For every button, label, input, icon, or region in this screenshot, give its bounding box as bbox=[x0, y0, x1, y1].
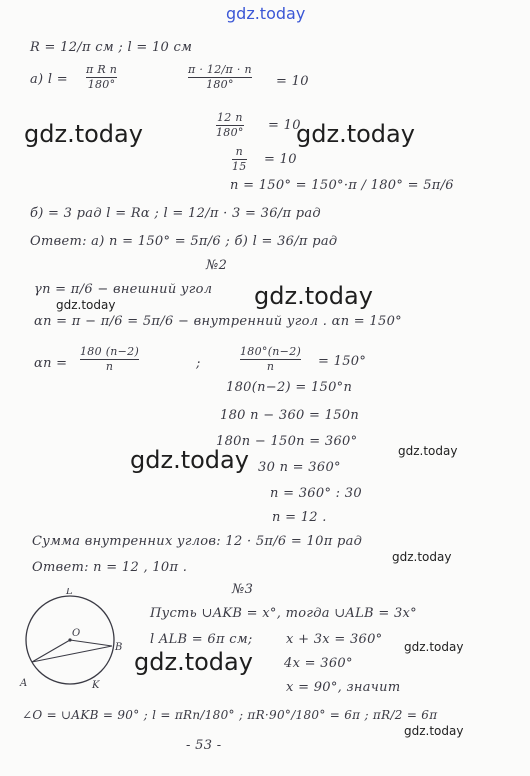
arc-assumption-line: Пусть ∪AKB = x°, тогда ∪ALB = 3x° bbox=[150, 606, 417, 621]
solution-step: n = 360° : 30 bbox=[270, 486, 362, 501]
solution-step: 30 n = 360° bbox=[258, 460, 341, 475]
solution-step: 180n − 150n = 360° bbox=[216, 434, 358, 449]
watermark-small: gdz.today bbox=[392, 550, 452, 564]
exterior-angle-line: γn = π/6 − внешний угол bbox=[34, 282, 213, 297]
label-a: A bbox=[20, 678, 28, 689]
watermark: gdz.today bbox=[134, 648, 253, 676]
watermark: gdz.today bbox=[296, 120, 415, 148]
given-line: R = 12/π см ; l = 10 см bbox=[30, 40, 193, 55]
reduced-fraction: n 15 bbox=[232, 145, 247, 173]
watermark: gdz.today bbox=[130, 446, 249, 474]
label-b: B bbox=[115, 642, 122, 653]
arc-length-given: l ALB = 6π см; bbox=[150, 632, 253, 647]
substituted-formula: π · 12/π · n 180° bbox=[188, 63, 252, 91]
label-l: L bbox=[66, 588, 73, 597]
watermark: gdz.today bbox=[254, 282, 373, 310]
equation-result: = 10 bbox=[268, 118, 301, 133]
answer-2-line: Ответ: n = 12 , 10π . bbox=[32, 560, 188, 575]
watermark-top: gdz.today bbox=[226, 4, 306, 23]
chord-ab bbox=[32, 646, 112, 662]
equation-result: = 10 bbox=[264, 152, 297, 167]
separator: ; bbox=[196, 356, 201, 371]
solution-step: x = 90°, значит bbox=[286, 680, 401, 695]
watermark: gdz.today bbox=[24, 120, 143, 148]
arc-length-formula: π R n 180° bbox=[86, 63, 118, 91]
solution-step: 180 n − 360 = 150n bbox=[220, 408, 360, 423]
radius-ob bbox=[70, 640, 112, 646]
part-a-label: а) l = bbox=[30, 72, 68, 87]
solution-step: n = 12 . bbox=[272, 510, 327, 525]
answer-1-line: Ответ: а) n = 150° = 5π/6 ; б) l = 36/π рад bbox=[30, 234, 338, 249]
part-b-line: б) = 3 рад l = Rα ; l = 12/π · 3 = 36/π рад bbox=[30, 206, 321, 221]
label-o: O bbox=[72, 628, 81, 639]
problem-2-number: №2 bbox=[206, 258, 228, 273]
final-equation-line: ∠O = ∪AKB = 90° ; l = πRn/180° ; πR·90°/180° = 6π ; πR/2 = 6π bbox=[22, 708, 438, 722]
solution-step: x + 3x = 360° bbox=[286, 632, 383, 647]
interior-angle-equation: 180°(n−2) n bbox=[240, 345, 302, 373]
simplified-fraction: 12 n 180° bbox=[216, 111, 244, 139]
watermark-small: gdz.today bbox=[404, 640, 464, 654]
label-k: K bbox=[92, 680, 100, 691]
solution-step: 4x = 360° bbox=[284, 656, 353, 671]
problem-3-number: №3 bbox=[232, 582, 254, 597]
interior-angle-line: αn = π − π/6 = 5π/6 − внутренний угол . αn = 150° bbox=[34, 314, 402, 329]
angle-sum-line: Сумма внутренних углов: 12 · 5π/6 = 10π рад bbox=[32, 534, 363, 549]
watermark-small: gdz.today bbox=[56, 298, 116, 312]
solution-step: 180(n−2) = 150°n bbox=[226, 380, 353, 395]
page-number: - 53 - bbox=[186, 738, 222, 753]
angle-result-line: n = 150° = 150°·π / 180° = 5π/6 bbox=[230, 178, 454, 193]
watermark-small: gdz.today bbox=[398, 444, 458, 458]
circle-figure bbox=[18, 588, 122, 692]
watermark-small: gdz.today bbox=[404, 724, 464, 738]
equation-result: = 150° bbox=[318, 354, 367, 369]
interior-angle-formula: 180 (n−2) n bbox=[80, 345, 140, 373]
equation-result: = 10 bbox=[276, 74, 309, 89]
interior-angle-label: αn = bbox=[34, 356, 68, 371]
